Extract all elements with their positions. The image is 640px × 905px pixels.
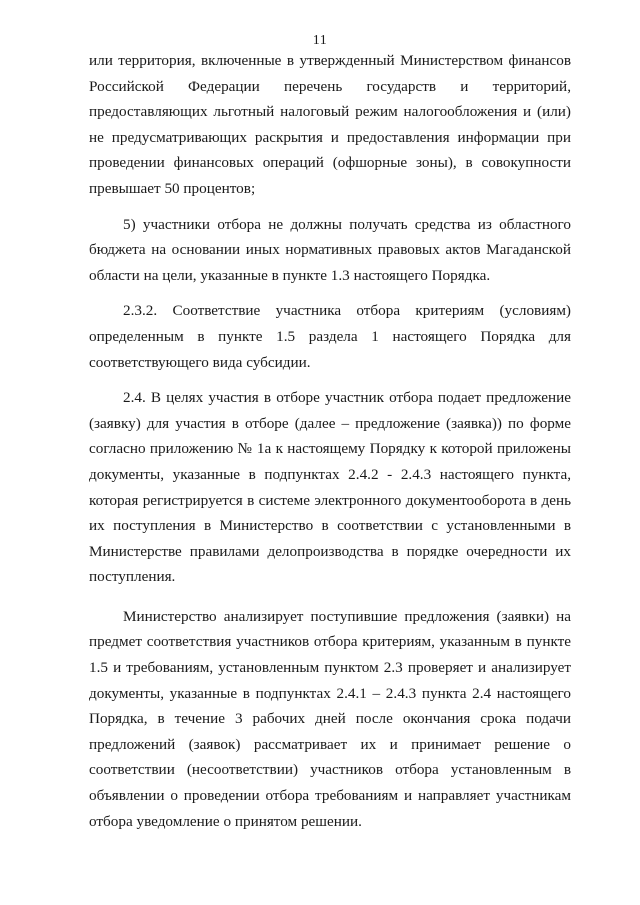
paragraph-2-4: 2.4. В целях участия в отборе участник отбора подает предложение (заявку) для участия в отборе (далее – предложение (заявка)) по форме согласно приложению № 1а к настоящему Порядку к которой приложены документы, указанные в подпунктах 2.4.2 - 2.4.3 настоящего пункта, которая регистрируется в системе электронного документооборота в день их поступления в Министерство в соответствии с установленными в Министерстве правилами делопроизводства в порядке очередности их поступления. <box>89 389 571 586</box>
paragraph-offshore-continuation: или территория, включенные в утвержденный Министерством финансов Российской Федерации перечень государств и территорий, предоставляющих льготный налоговый режим налогообложения и (или) не предусматривающих раскрытия и предоставления информации при проведении финансовых операций (офшорные зоны), в совокупности превышает 50 процентов; <box>89 52 571 197</box>
paragraph-item-5: 5) участники отбора не должны получать средства из областного бюджета на основании иных нормативных правовых актов Магаданской области на цели, указанные в пункте 1.3 настоящего Порядка. <box>89 215 571 284</box>
paragraph-2-3-2: 2.3.2. Соответствие участника отбора критериям (условиям) определенным в пункте 1.5 раздела 1 настоящего Порядка для соответствующего вида субсидии. <box>89 302 571 371</box>
page-number: 11 <box>312 33 328 48</box>
paragraph-ministry-review: Министерство анализирует поступившие предложения (заявки) на предмет соответствия участников отбора критериям, указанным в пункте 1.5 и требованиям, установленным пунктом 2.3 проверяет и анализирует документы, указанные в подпунктах 2.4.1 – 2.4.3 пункта 2.4 настоящего Порядка, в течение 3 рабочих дней после окончания срока подачи предложений (заявок) рассматривает их и принимает решение о соответствии (несоответствии) участников отбора установленным в объявлении о проведении отбора требованиям и направляет участникам отбора уведомление о принятом решении. <box>89 607 571 830</box>
document-body <box>89 48 571 834</box>
